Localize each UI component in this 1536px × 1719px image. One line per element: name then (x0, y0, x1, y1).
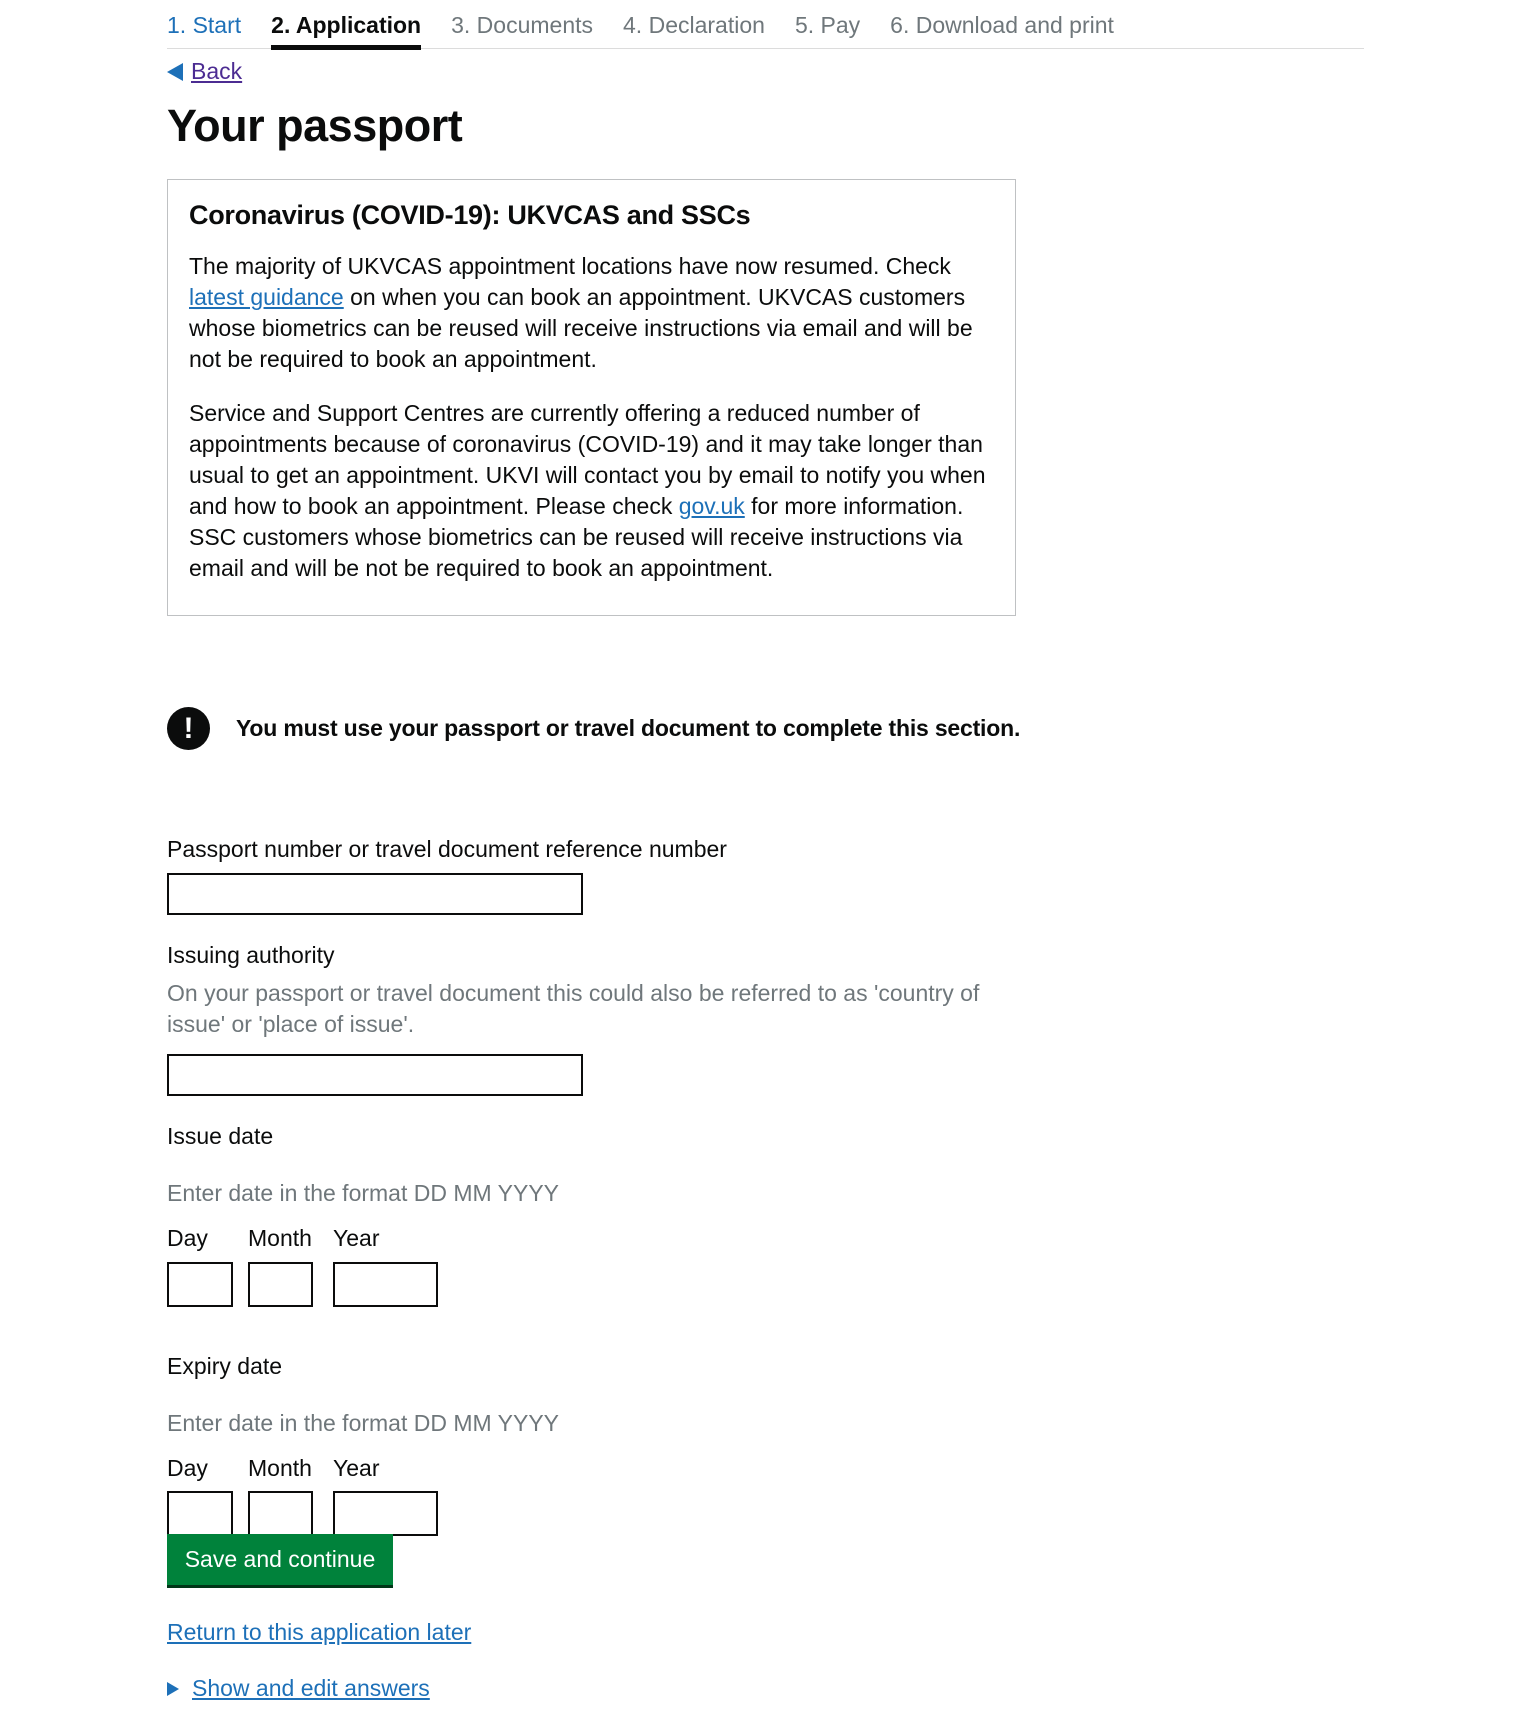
issue-month-input[interactable] (248, 1262, 313, 1307)
exclamation-icon: ! (167, 707, 210, 750)
expiry-year-input[interactable] (333, 1491, 438, 1536)
step-documents: 3. Documents (451, 12, 594, 38)
issue-day-input[interactable] (167, 1262, 233, 1307)
issue-year-input[interactable] (333, 1262, 438, 1307)
warning-message (167, 707, 1020, 750)
show-edit-answers-toggle[interactable] (167, 1675, 430, 1702)
issue-day-label: Day (167, 1225, 208, 1251)
expiry-day-label: Day (167, 1455, 208, 1481)
step-declaration: 4. Declaration (623, 12, 765, 38)
step-start[interactable]: 1. Start (167, 12, 242, 38)
notice-p1-text-before: The majority of UKVCAS appointment locations have now resumed. Check (189, 253, 951, 279)
step-download-and-print: 6. Download and print (890, 12, 1114, 38)
passport-number-label: Passport number or travel document reference number (167, 836, 727, 862)
covid-notice-panel (167, 179, 1016, 616)
issuing-authority-input[interactable] (167, 1054, 583, 1096)
expiry-date-hint: Enter date in the format DD MM YYYY (167, 1410, 560, 1436)
notice-heading: Coronavirus (COVID-19): UKVCAS and SSCs (189, 200, 751, 230)
issue-date-label: Issue date (167, 1123, 274, 1149)
save-and-continue-button[interactable]: Save and continue (167, 1534, 393, 1585)
notice-p2-text-after: for more information. SSC customers whose biometrics can be reused will receive instructions via email and will be not be required to book an appointment. (189, 493, 964, 581)
step-application: 2. Application (271, 2, 421, 48)
notice-paragraph-2 (189, 398, 995, 584)
page-title: Your passport (167, 100, 463, 151)
back-link-label: Back (191, 58, 243, 84)
notice-paragraph-1 (189, 251, 995, 375)
issuing-authority-label: Issuing authority (167, 942, 335, 968)
latest-guidance-link[interactable]: latest guidance (189, 284, 344, 310)
step-pay: 5. Pay (794, 12, 861, 38)
back-link[interactable] (167, 58, 242, 85)
main-container (167, 0, 1364, 1701)
notice-p2-text-before: Service and Support Centres are currently offering a reduced number of appointments because of coronavirus (COVID-19) and it may take longer than usual to get an appointment. UKVI will contact you by email to notify you when and how to book an appointment. Please check (189, 400, 986, 519)
issuing-authority-hint: On your passport or travel document this could also be referred to as 'country of issue' or 'place of issue'. (167, 980, 980, 1037)
show-edit-answers-label: Show and edit answers (192, 1675, 430, 1701)
gov-uk-link[interactable]: gov.uk (678, 493, 745, 519)
warning-text: You must use your passport or travel document to complete this section. (236, 715, 1021, 741)
expiry-month-input[interactable] (248, 1491, 313, 1536)
triangle-right-icon (167, 1682, 179, 1696)
expiry-month-label: Month (248, 1455, 312, 1481)
back-arrow-icon (167, 63, 183, 81)
expiry-day-input[interactable] (167, 1491, 233, 1536)
issue-month-label: Month (248, 1225, 312, 1251)
return-later-link[interactable]: Return to this application later (167, 1619, 472, 1645)
issue-year-label: Year (333, 1225, 380, 1251)
step-navigation (167, 0, 1364, 49)
notice-p1-text-after: on when you can book an appointment. UKVCAS customers whose biometrics can be reused will receive instructions via email and will be not be required to book an appointment. (189, 284, 973, 372)
issue-date-hint: Enter date in the format DD MM YYYY (167, 1180, 560, 1206)
expiry-year-label: Year (333, 1455, 380, 1481)
passport-number-input[interactable] (167, 873, 583, 915)
expiry-date-label: Expiry date (167, 1353, 283, 1379)
